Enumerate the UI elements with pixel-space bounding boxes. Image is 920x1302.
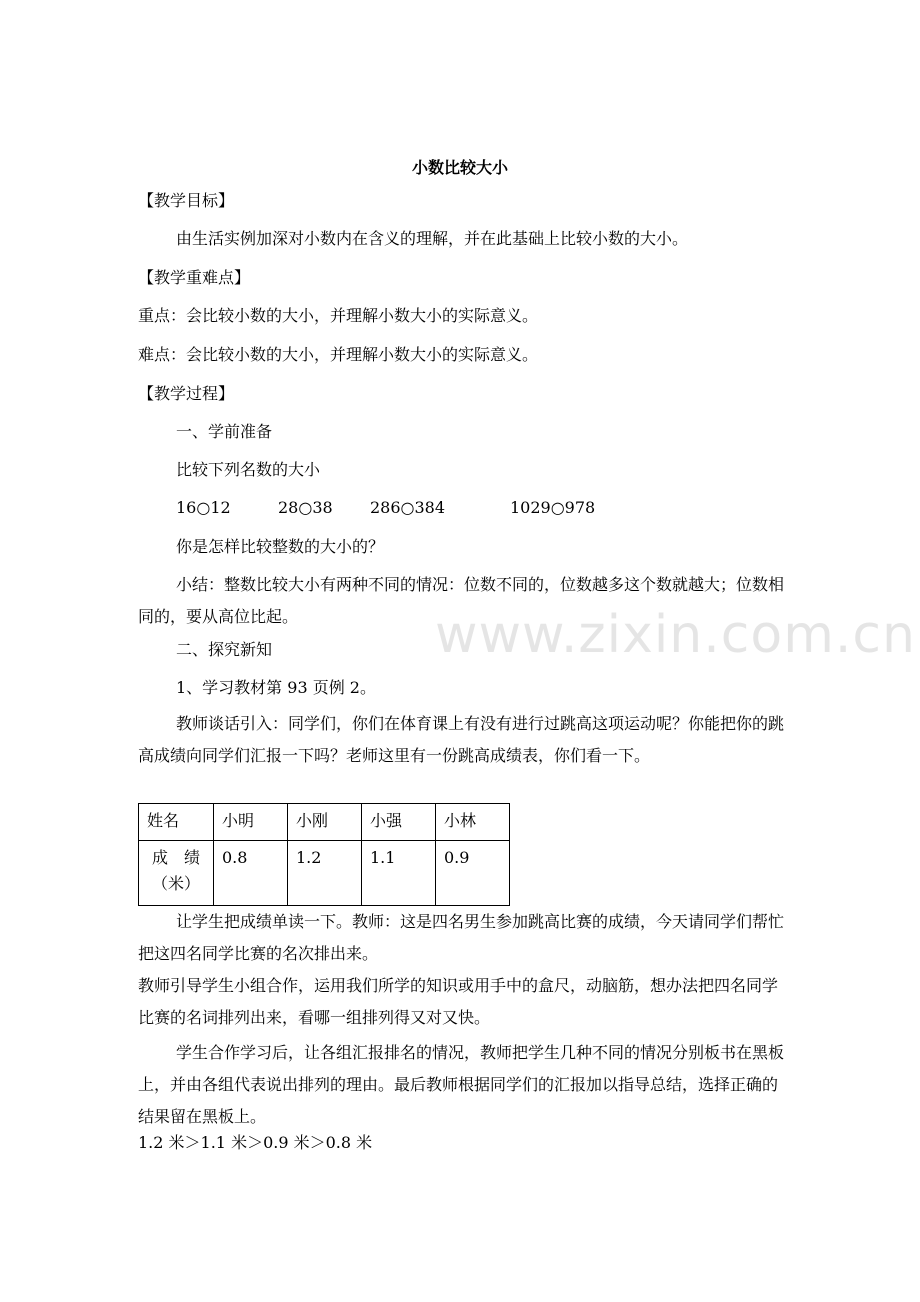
goal-text: 由生活实例加深对小数内在含义的理解，并在此基础上比较小数的大小。 xyxy=(176,229,689,248)
table-row xyxy=(139,841,510,906)
compare-prompt: 比较下列名数的大小 xyxy=(176,460,321,479)
coop-paragraph: 学生合作学习后，让各组汇报排名的情况，教师把学生几种不同的情况分别板书在黑板上，并由各组代表说出排列的理由。最后教师根据同学们的汇报加以指导总结，选择正确的结果留在黑板上。 xyxy=(138,1043,785,1126)
table-header-cell: 小林 xyxy=(436,804,510,841)
table-cell: 1.2 xyxy=(288,841,362,906)
table-row xyxy=(139,804,510,841)
table-cell: 1.1 xyxy=(362,841,436,906)
section2-heading: 二、探究新知 xyxy=(176,640,273,659)
comparison-item: 28○38 xyxy=(278,498,333,517)
score-table xyxy=(138,803,510,906)
summary-paragraph: 小结：整数比较大小有两种不同的情况：位数不同的，位数越多这个数就越大；位数相同的，要从高位比起。 xyxy=(138,575,785,626)
teacher-intro-paragraph: 教师谈话引入：同学们，你们在体育课上有没有进行过跳高这项运动呢？你能把你的跳高成绩向同学们汇报一下吗？老师这里有一份跳高成绩表，你们看一下。 xyxy=(138,714,785,765)
table-header-cell: 小刚 xyxy=(288,804,362,841)
hard-point: 难点：会比较小数的大小，并理解小数大小的实际意义。 xyxy=(138,345,539,364)
goal-heading: 【教学目标】 xyxy=(138,191,235,210)
question-text: 你是怎样比较整数的大小的？ xyxy=(176,537,385,556)
key-point: 重点：会比较小数的大小，并理解小数大小的实际意义。 xyxy=(138,306,539,325)
read-paragraph: 让学生把成绩单读一下。教师：这是四名男生参加跳高比赛的成绩，今天请同学们帮忙把这四名同学比赛的名次排出来。 xyxy=(138,912,785,963)
table-cell: 0.9 xyxy=(436,841,510,906)
section1-heading: 一、学前准备 xyxy=(176,422,273,441)
process-heading: 【教学过程】 xyxy=(138,384,235,403)
table-header-cell: 姓名 xyxy=(139,804,214,841)
comparison-item: 1029○978 xyxy=(510,498,596,517)
doc-title: 小数比较大小 xyxy=(411,158,508,177)
guide-paragraph: 教师引导学生小组合作，运用我们所学的知识或用手中的盒尺，动脑筋，想办法把四名同学比赛的名词排列出来，看哪一组排列得又对又快。 xyxy=(138,976,779,1027)
table-row-label: 成 绩（米） xyxy=(139,841,214,906)
comparison-row xyxy=(176,497,826,519)
step1-text: 1、学习教材第 93 页例 2。 xyxy=(176,678,376,697)
key-heading: 【教学重难点】 xyxy=(138,268,251,287)
table-header-cell: 小明 xyxy=(214,804,288,841)
table-cell: 0.8 xyxy=(214,841,288,906)
result-text: 1.2 米＞1.1 米＞0.9 米＞0.8 米 xyxy=(138,1133,373,1152)
table-header-cell: 小强 xyxy=(362,804,436,841)
comparison-item: 16○12 xyxy=(176,498,231,517)
comparison-item: 286○384 xyxy=(370,498,446,517)
watermark: www.zixin.com.cn xyxy=(435,605,916,665)
